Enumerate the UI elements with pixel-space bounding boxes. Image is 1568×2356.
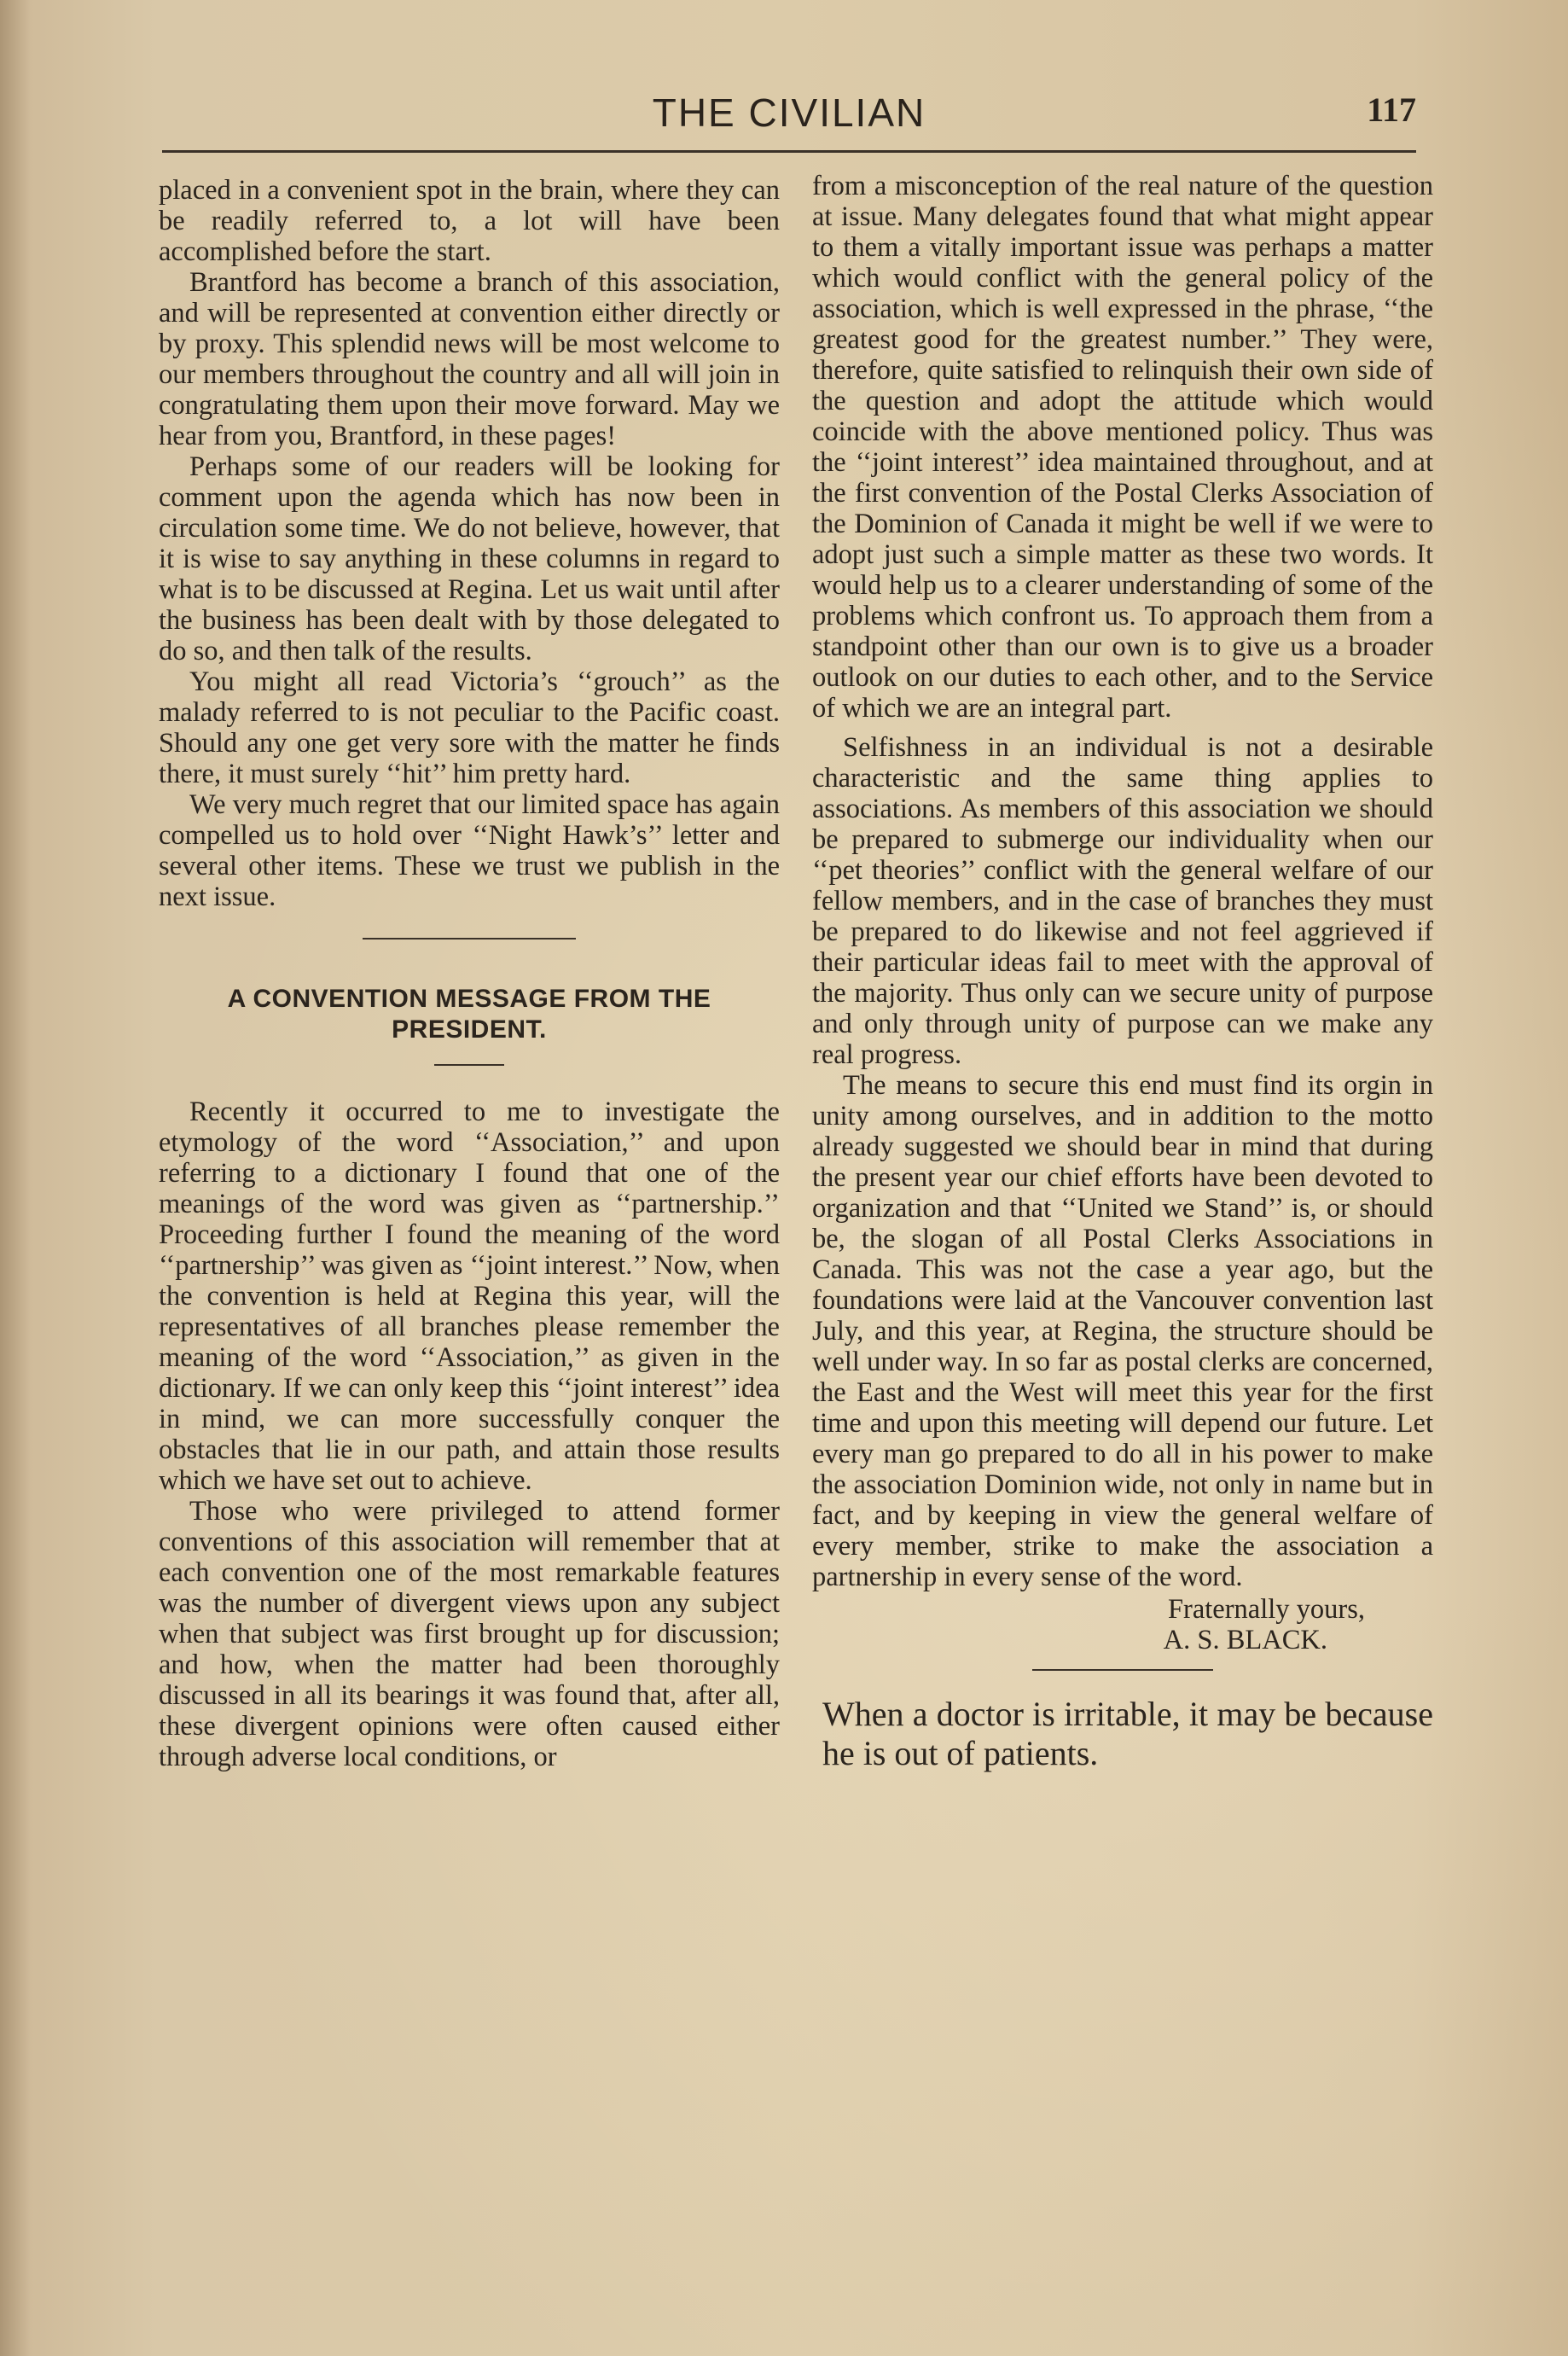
filler-quip: When a doctor is irritable, it may be because he is out of patients. (822, 1695, 1433, 1772)
running-title: THE CIVILIAN (652, 90, 926, 135)
paragraph: You might all read Victoria’s ‘‘grouch’’ as the malady referred to is not peculiar to the Pacific coast. Should any one get very sore with the matter he finds there, it must surely ‘‘hit’’ him pretty hard. (159, 666, 780, 789)
article-heading-line-1: A CONVENTION MESSAGE FROM THE (227, 985, 711, 1013)
paragraph: Brantford has become a branch of this association, and will be represented at convention either directly or by proxy. This splendid news will be most welcome to our members throughout the country and all will join in congratulating them upon their move forward. May we hear from you, Brantford, in these pages! (159, 267, 780, 451)
end-divider (1032, 1669, 1213, 1671)
paragraph: We very much regret that our limited space has again compelled us to hold over ‘‘Night Hawk’s’’ letter and several other items. These we trust we publish in the next issue. (159, 789, 780, 912)
paragraph: The means to secure this end must find its orgin in unity among ourselves, and in addition to the motto already suggested we should bear in mind that during the present year our chief efforts have been devoted to organization and that ‘‘United we Stand’’ is, or should be, the slogan of all Postal Clerks Associations in Canada. This was not the case a year ago, but the foundations were laid at the Vancouver convention last July, and this year, at Regina, the structure should be well under way. In so far as postal clerks are concerned, the East and the West will meet this year for the first time and upon this meeting will depend our future. Let every man go prepared to do all in his power to make the association Dominion wide, not only in name but in fact, and by keeping in view the general welfare of every member, strike to make the association a partnership in every sense of the word. (812, 1070, 1433, 1592)
page-number: 117 (1367, 90, 1416, 129)
paragraph: from a misconception of the real nature of the question at issue. Many delegates found that what might appear to them a vitally important issue was perhaps a matter which would conflict with the general policy of the association, which is well expressed in the phrase, ‘‘the greatest good for the greatest number.’’ They were, therefore, quite satisfied to relinquish their own side of the question and adopt the attitude which would coincide with the above mentioned policy. Thus was the ‘‘joint interest’’ idea maintained throughout, and at the first convention of the Postal Clerks Association of the Dominion of Canada it might be well if we were to adopt just such a simple matter as these two words. It would help us to a clearer understanding of some of the problems which confront us. To approach them from a standpoint other than our own is to give us a broader outlook on our duties to each other, and to the Service of which we are an integral part. (812, 171, 1433, 724)
heading-divider (434, 1064, 504, 1066)
paragraph: Selfishness in an individual is not a desirable characteristic and the same thing applies to associations. As members of this association we should be prepared to submerge our individuality when our ‘‘pet theories’’ conflict with the general welfare of our fellow members, and in the case of branches they must be prepared to do likewise and not feel aggrieved if their particular ideas fail to meet with the approval of the majority. Thus only can we secure unity of purpose and only through unity of purpose can we make any real progress. (812, 732, 1433, 1070)
paragraph: Recently it occurred to me to investigate the etymology of the word ‘‘Association,’’ and upon referring to a dictionary I found that one of the meanings of the word was given as ‘‘partnership.’’ Proceeding further I found the meaning of the word ‘‘partnership’’ was given as ‘‘joint interest.’’ Now, when the convention is held at Regina this year, will the representatives of all branches please remember the meaning of the word ‘‘Association,’’ as given in the dictionary. If we can only keep this ‘‘joint interest’’ idea in mind, we can more successfully conquer the obstacles that lie in our path, and attain those results which we have set out to achieve. (159, 1097, 780, 1496)
closing-salutation: Fraternally yours, (1167, 1594, 1365, 1625)
left-column (159, 175, 780, 1772)
closing-block (812, 1594, 1433, 1655)
paragraph: Those who were privileged to attend former conventions of this association will remember that at each convention one of the most remarkable features was the number of divergent views upon any subject when that subject was first brought up for discussion; and how, when the matter had been thoroughly discussed in all its bearings it was found that, after all, these divergent opinions were often caused either through adverse local conditions, or (159, 1496, 780, 1772)
article-heading-line-2: PRESIDENT. (392, 1015, 547, 1044)
page-header (162, 90, 1416, 149)
header-rule (162, 150, 1416, 153)
paragraph: placed in a convenient spot in the brain, where they can be readily referred to, a lot will have been accomplished before the start. (159, 175, 780, 267)
article-heading (159, 984, 780, 1045)
section-divider (363, 938, 576, 939)
paragraph: Perhaps some of our readers will be looking for comment upon the agenda which has now been in circulation some time. We do not believe, however, that it is wise to say anything in these columns in regard to what is to be discussed at Regina. Let us wait until after the business has been dealt with by those delegated to do so, and then talk of the results. (159, 451, 780, 666)
binding-shadow (0, 0, 31, 2356)
right-column (812, 171, 1433, 1773)
signature: A. S. BLACK. (1163, 1625, 1327, 1655)
